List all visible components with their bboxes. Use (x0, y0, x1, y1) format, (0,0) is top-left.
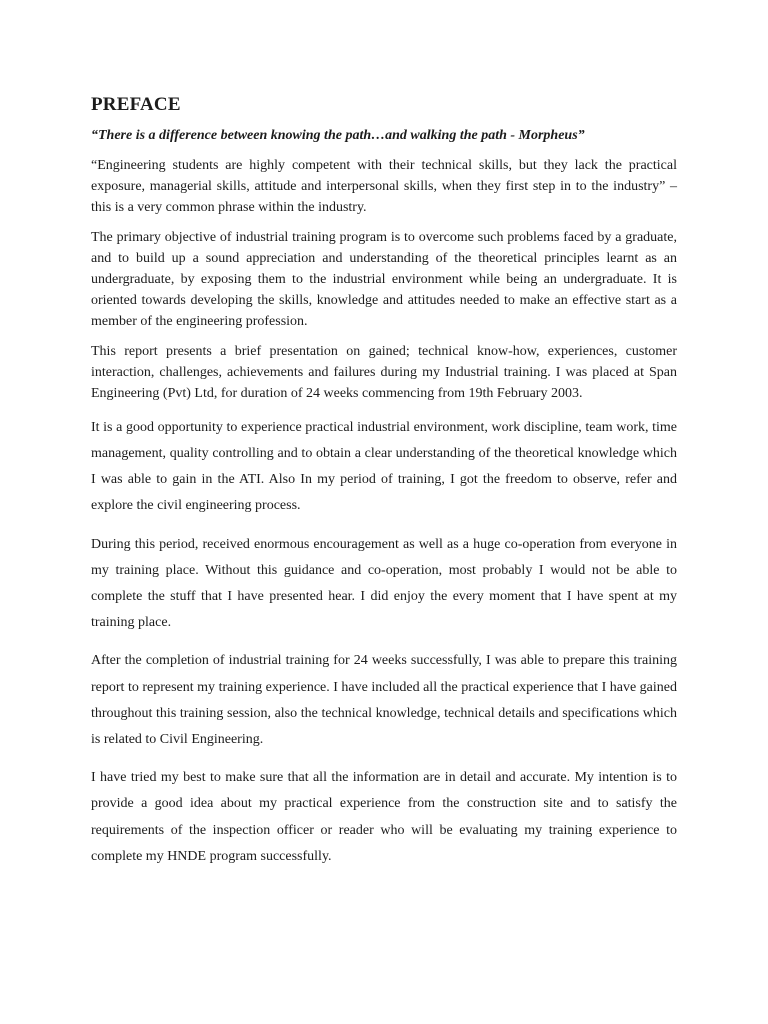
document-page (91, 92, 677, 882)
paragraph-7: I have tried my best to make sure that all the information are in detail and accurate. My intention is to provide a good idea about my practical experience from the construction site and to satisfy the requirements of the inspection officer or reader who will be evaluating my training experience to complete my HNDE program successfully. (91, 770, 677, 864)
paragraph-3: This report presents a brief presentation on gained; technical know-how, experiences, customer interaction, challenges, achievements and failures during my Industrial training. I was placed at Span Engineering (Pvt) Ltd, for duration of 24 weeks commencing from 19th February 2003. (91, 344, 677, 401)
paragraph-1: “Engineering students are highly competent with their technical skills, but they lack the practical exposure, managerial skills, attitude and interpersonal skills, when they first step in to the industry” – this is a very common phrase within the industry. (91, 158, 677, 215)
paragraph-4: It is a good opportunity to experience practical industrial environment, work discipline, team work, time management, quality controlling and to obtain a clear understanding of the theoretical knowledge which I was able to gain in the ATI. Also In my period of training, I got the freedom to observe, refer and explore the civil engineering process. (91, 419, 677, 514)
paragraph-6: After the completion of industrial training for 24 weeks successfully, I was able to prepare this training report to represent my training experience. I have included all the practical experience that I have gained throughout this training session, also the technical knowledge, technical details and specifications which is related to Civil Engineering. (91, 653, 677, 747)
paragraph-2: The primary objective of industrial training program is to overcome such problems faced by a graduate, and to build up a sound appreciation and understanding of the theoretical principles learnt as an undergraduate, by exposing them to the industrial environment while being an undergraduate. It is oriented towards developing the skills, knowledge and attitudes needed to make an effective start as a member of the engineering profession. (91, 230, 677, 329)
epigraph-quote: “There is a difference between knowing the path…and walking the path - Morpheus” (91, 128, 585, 143)
page-title: PREFACE (91, 94, 181, 115)
paragraph-5: During this period, received enormous encouragement as well as a huge co-operation from everyone in my training place. Without this guidance and co-operation, most probably I would not be able to complete the stuff that I have presented hear. I did enjoy the every moment that I have spent at my training place. (91, 536, 677, 631)
